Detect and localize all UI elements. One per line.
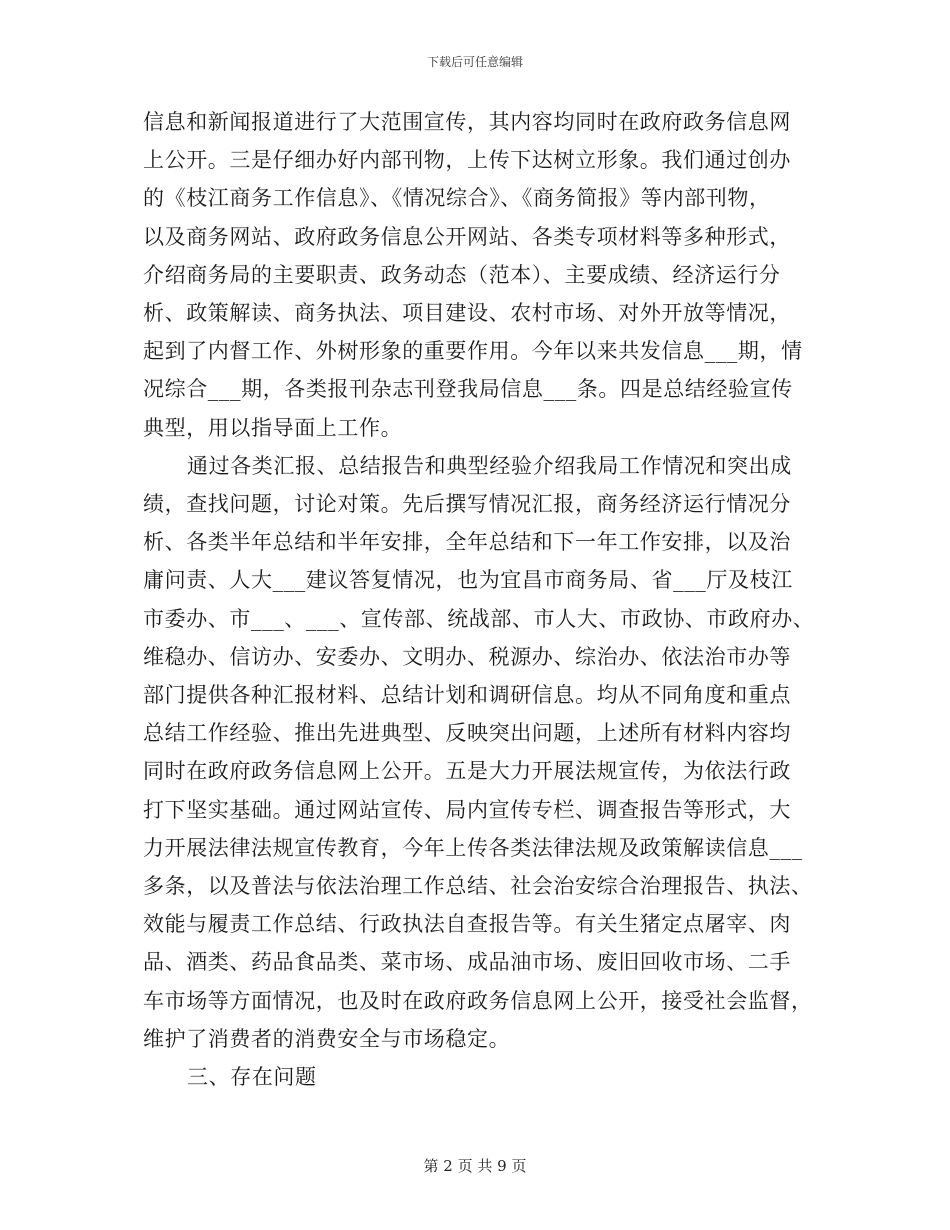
body-line: 绩，查找问题，讨论对策。先后撰写情况汇报，商务经济运行情况分 <box>143 492 791 517</box>
body-line: 同时在政府政务信息网上公开。五是大力开展法规宣传，为依法行政 <box>143 759 791 784</box>
body-line: 上公开。三是仔细办好内部刊物，上传下达树立形象。我们通过创办 <box>143 148 791 173</box>
body-line: 维护了消费者的消费安全与市场稳定。 <box>143 1026 511 1051</box>
body-line: 起到了内督工作、外树形象的重要作用。今年以来共发信息___期，情 <box>143 339 803 364</box>
body-line: 多条，以及普法与依法治理工作总结、社会治安综合治理报告、执法、 <box>143 874 813 899</box>
body-line: 维稳办、信访办、安委办、文明办、税源办、综治办、依法治市办等 <box>143 644 791 669</box>
body-line: 品、酒类、药品食品类、菜市场、成品油市场、废旧回收市场、二手 <box>143 950 791 975</box>
body-line: 介绍商务局的主要职责、政务动态（范本）、主要成绩、经济运行分 <box>143 262 781 287</box>
section-heading: 三、存在问题 <box>187 1065 317 1090</box>
body-line: 部门提供各种汇报材料、总结计划和调研信息。均从不同角度和重点 <box>143 683 791 708</box>
paragraph-start-line: 通过各类汇报、总结报告和典型经验介绍我局工作情况和突出成 <box>187 453 792 478</box>
body-line: 析、政策解读、商务执法、项目建设、农村市场、对外开放等情况， <box>143 301 791 326</box>
body-line: 况综合___期，各类报刊杂志刊登我局信息___条。四是总结经验宣传 <box>143 377 793 402</box>
body-line: 力开展法律法规宣传教育，今年上传各类法律法规及政策解读信息___ <box>143 835 803 860</box>
body-line: 庸问责、人大___建议答复情况，也为宜昌市商务局、省___厅及枝江 <box>143 568 793 593</box>
body-line: 析、各类半年总结和半年安排，全年总结和下一年工作安排，以及治 <box>143 530 791 555</box>
page-number: 第 2 页 共 9 页 <box>423 1157 527 1175</box>
body-line: 车市场等方面情况，也及时在政府政务信息网上公开，接受社会监督， <box>143 988 813 1013</box>
document-body <box>143 103 813 1096</box>
body-line: 信息和新闻报道进行了大范围宣传，其内容均同时在政府政务信息网 <box>143 110 791 134</box>
body-line: 的《枝江商务工作信息》、《情况综合》、《商务简报》等内部刊物， <box>143 186 771 211</box>
body-line: 以及商务网站、政府政务信息公开网站、各类专项材料等多种形式， <box>143 224 791 249</box>
body-line: 总结工作经验、推出先进典型、反映突出问题，上述所有材料内容均 <box>143 721 791 746</box>
body-line: 市委办、市___、___、宣传部、统战部、市人大、市政协、市政府办、 <box>143 606 815 631</box>
page-header: 下载后可任意编辑 <box>426 55 523 69</box>
body-line: 效能与履责工作总结、行政执法自查报告等。有关生猪定点屠宰、肉 <box>143 912 791 937</box>
body-line: 打下坚实基础。通过网站宣传、局内宣传专栏、调查报告等形式，大 <box>143 797 791 822</box>
body-line: 典型，用以指导面上工作。 <box>143 415 403 440</box>
